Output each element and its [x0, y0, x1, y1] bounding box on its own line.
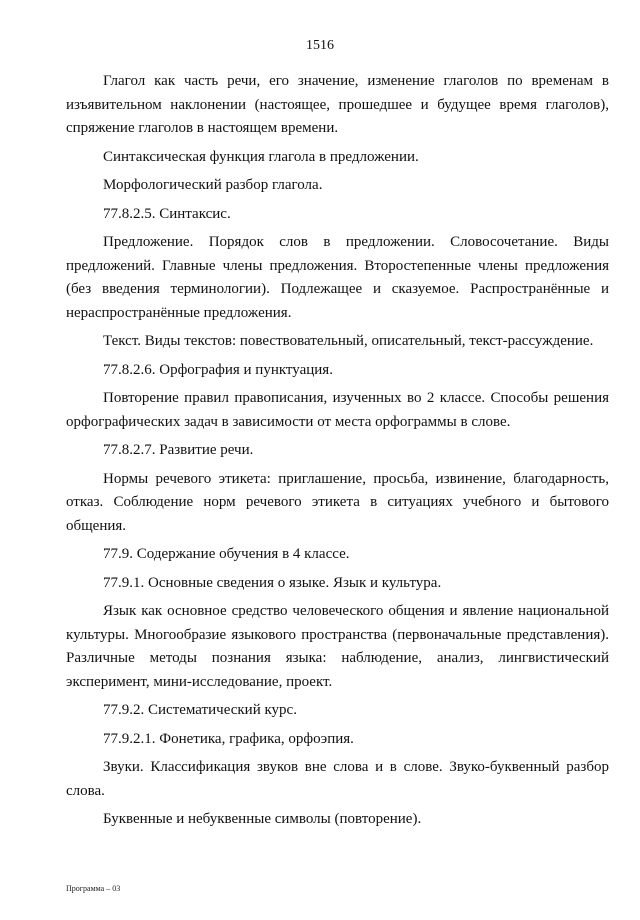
- paragraph-symbols: Буквенные и небуквенные символы (повторение).: [103, 811, 422, 827]
- paragraph-speech-etiquette: Нормы речевого этикета: приглашение, просьба, извинение, благодарность, отказ. Соблюдение норм речевого этикета в ситуациях учебного и бытового общения.: [66, 470, 609, 534]
- paragraph-spelling-rules: Повторение правил правописания, изученных во 2 классе. Способы решения орфографических задач в зависимости от места орфограммы в слове.: [66, 390, 609, 430]
- paragraph-sounds: Звуки. Классификация звуков вне слова и в слове. Звуко-буквенный разбор слова.: [66, 759, 609, 799]
- paragraph-sentence: Предложение. Порядок слов в предложении. Словосочетание. Виды предложений. Главные члены предложения. Второстепенные члены предложения (без введения терминологии). Подлежащее и сказуемое. Распространённые и нераспространённые предложения.: [66, 234, 609, 321]
- section-heading-syntax: 77.8.2.5. Синтаксис.: [103, 205, 231, 222]
- section-heading-systematic-course: 77.9.2. Систематический курс.: [103, 702, 297, 718]
- paragraph-verb-definition: Глагол как часть речи, его значение, изменение глаголов по временам в изъявительном наклонении (настоящее, прошедшее и будущее время глаголов), спряжение глаголов в настоящем времени.: [66, 73, 609, 136]
- section-heading-orthography: 77.8.2.6. Орфография и пунктуация.: [103, 361, 333, 378]
- section-heading-grade-4: 77.9. Содержание обучения в 4 классе.: [103, 546, 350, 562]
- paragraph-text-types: Текст. Виды текстов: повествовательный, описательный, текст-рассуждение.: [103, 333, 594, 349]
- page-content: [66, 70, 609, 837]
- section-heading-speech-development: 77.8.2.7. Развитие речи.: [103, 442, 254, 458]
- paragraph-language-communication: Язык как основное средство человеческого общения и явление национальной культуры. Многообразие языкового пространства (первоначальные представления). Различные методы познания языка: наблюдение, анализ, лингвистический эксперимент, мини-исследование, проект.: [66, 603, 609, 690]
- section-heading-phonetics: 77.9.2.1. Фонетика, графика, орфоэпия.: [103, 730, 354, 747]
- paragraph-verb-syntax-function: Синтаксическая функция глагола в предложении.: [103, 148, 419, 165]
- page-number: 1516: [306, 38, 334, 53]
- section-heading-language-culture: 77.9.1. Основные сведения о языке. Язык и культура.: [103, 574, 442, 591]
- paragraph-verb-morphology: Морфологический разбор глагола.: [103, 177, 323, 193]
- page-footer: Программа – 03: [66, 884, 121, 893]
